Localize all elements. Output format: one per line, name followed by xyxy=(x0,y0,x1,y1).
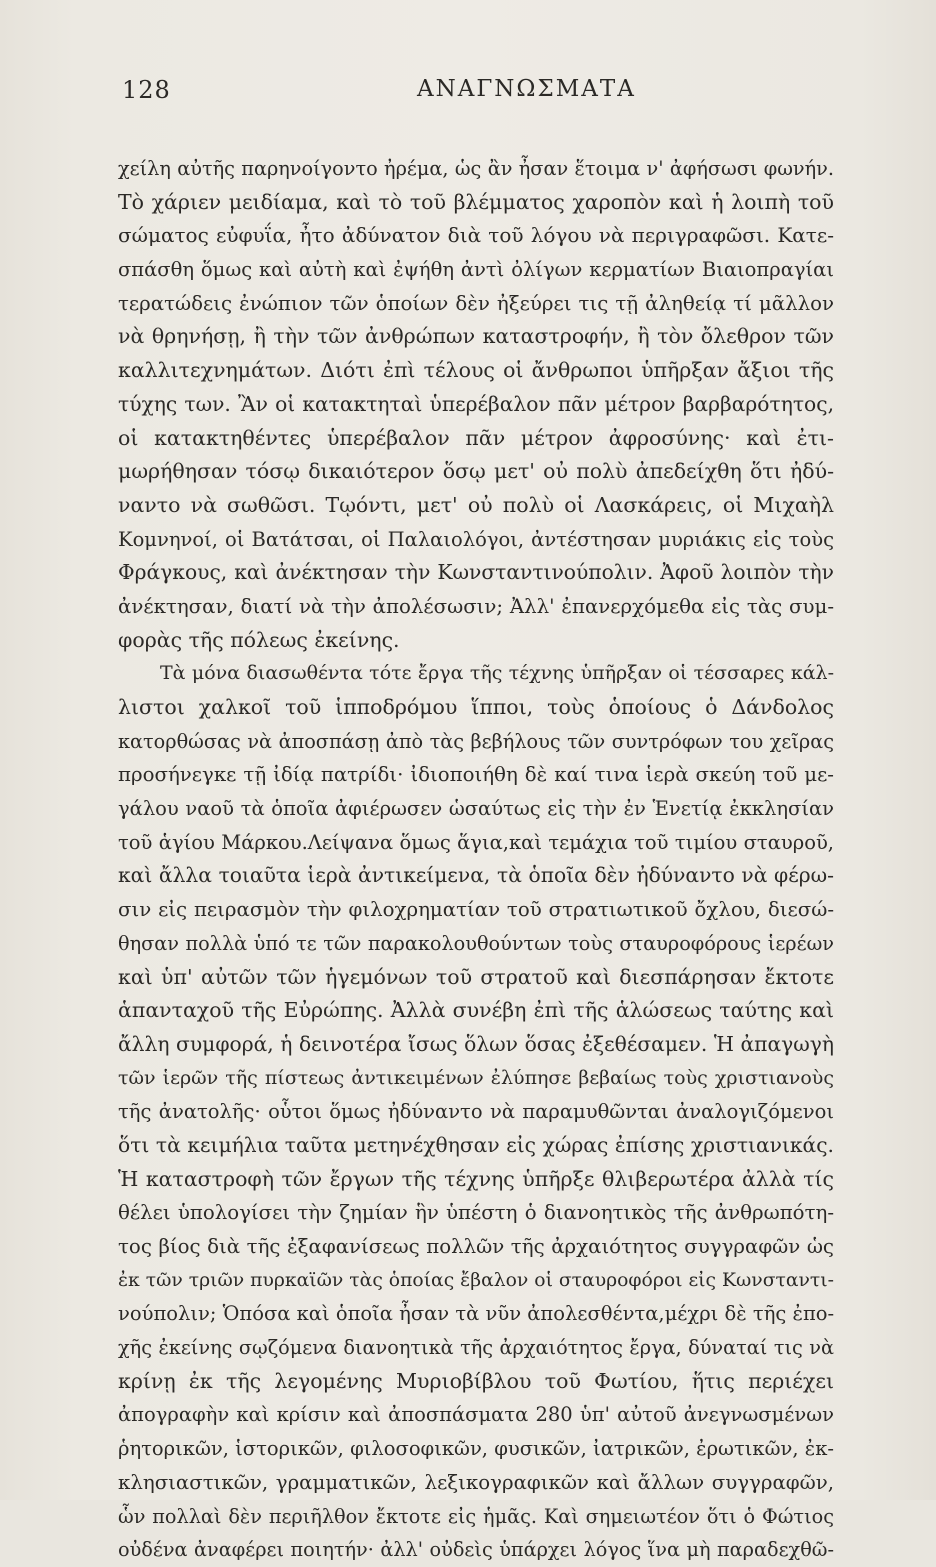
text-line: φορὰς τῆς πόλεως ἐκείνης. xyxy=(118,627,400,652)
text-line: καλλιτεχνημάτων. Διότι ἐπὶ τέλους οἱ ἄνθρωποι ὑπῆρξαν ἄξιοι τῆς xyxy=(118,358,834,383)
text-line: Φράγκους, καὶ ἀνέκτησαν τὴν Κωνσταντινούπολιν. Ἀφοῦ λοιπὸν τὴν xyxy=(118,560,834,585)
text-line: οὐδένα ἀναφέρει ποιητήν· ἀλλ' οὐδεὶς ὑπάρχει λόγος ἵνα μὴ παραδεχθῶ- xyxy=(118,1538,834,1562)
text-line: ἀπογραφὴν καὶ κρίσιν καὶ ἀποσπάσματα 280 ὑπ' αὐτοῦ ἀνεγνωσμένων xyxy=(118,1403,834,1427)
text-line: ῥητορικῶν, ἱστορικῶν, φιλοσοφικῶν, φυσικῶν, ἰατρικῶν, ἐρωτικῶν, ἐκ- xyxy=(118,1437,834,1461)
text-line: τερατώδεις ἐνώπιον τῶν ὁποίων δὲν ἠξεύρει τις τῇ ἀληθείᾳ τί μᾶλλον xyxy=(118,291,834,315)
text-line: τοῦ ἁγίου Μάρκου.Λείψανα ὅμως ἅγια,καὶ τεμάχια τοῦ τιμίου σταυροῦ, xyxy=(118,830,834,854)
text-line: κλησιαστικῶν, γραμματικῶν, λεξικογραφικῶν καὶ ἄλλων συγγραφῶν, xyxy=(118,1470,834,1494)
text-line: σπάσθη ὅμως καὶ αὐτὴ καὶ ἐψήθη ἀντὶ ὀλίγων κερματίων Βιαιοπραγίαι xyxy=(118,258,834,282)
page-header xyxy=(122,76,830,110)
text-line: προσήνεγκε τῇ ἰδίᾳ πατρίδι· ἰδιοποιήθη δὲ καί τινα ἱερὰ σκεύη τοῦ με- xyxy=(118,763,834,787)
text-line: ἄλλη συμφορά, ἡ δεινοτέρα ἴσως ὅλων ὅσας ἐξεθέσαμεν. Ἡ ἀπαγωγὴ xyxy=(118,1031,834,1056)
text-line: θησαν πολλὰ ὑπό τε τῶν παρακολουθούντων τοὺς σταυροφόρους ἱερέων xyxy=(118,931,834,955)
text-line: τύχης των. Ἂν οἱ κατακτηταὶ ὑπερέβαλον πᾶν μέτρον βαρβαρότητος, xyxy=(118,391,834,416)
text-line: τῆς ἀνατολῆς· οὗτοι ὅμως ἠδύναντο νὰ παραμυθῶνται ἀναλογιζόμενοι xyxy=(118,1100,834,1124)
text-line: καὶ ὑπ' αὐτῶν τῶν ἡγεμόνων τοῦ στρατοῦ καὶ διεσπάρησαν ἔκτοτε xyxy=(118,964,834,989)
text-line: τῶν ἱερῶν τῆς πίστεως ἀντικειμένων ἐλύπησε βεβαίως τοὺς χριστιανοὺς xyxy=(118,1066,834,1089)
text-line: ἀνέκτησαν, διατί νὰ τὴν ἀπολέσωσιν; Ἀλλ' ἐπανερχόμεθα εἰς τὰς συμ- xyxy=(118,594,834,618)
text-line: ὅτι τὰ κειμήλια ταῦτα μετηνέχθησαν εἰς χώρας ἐπίσης χριστιανικάς. xyxy=(118,1132,834,1157)
text-line: θέλει ὑπολογίσει τὴν ζημίαν ἣν ὑπέστη ὁ διανοητικὸς τῆς ἀνθρωπότη- xyxy=(118,1201,834,1225)
text-line: Ἡ καταστροφὴ τῶν ἔργων τῆς τέχνης ὑπῆρξε θλιβερωτέρα ἀλλὰ τίς xyxy=(118,1166,834,1191)
text-line: Τὸ χάριεν μειδίαμα, καὶ τὸ τοῦ βλέμματος χαροπὸν καὶ ἡ λοιπὴ τοῦ xyxy=(118,189,834,214)
text-line: γάλου ναοῦ τὰ ὁποῖα ἀφιέρωσεν ὡσαύτως εἰς τὴν ἐν Ἑνετίᾳ ἐκκλησίαν xyxy=(118,797,834,821)
page-number: 128 xyxy=(122,76,171,104)
body-text xyxy=(118,152,834,1567)
text-line: χῆς ἐκείνης σῳζόμενα διανοητικὰ τῆς ἀρχαιότητος ἔργα, δύναταί τις νὰ xyxy=(118,1336,834,1360)
text-line: ἐκ τῶν τριῶν πυρκαϊῶν τὰς ὁποίας ἔβαλον οἱ σταυροφόροι εἰς Κωνσταντι- xyxy=(118,1269,834,1291)
text-line: ναντο νὰ σωθῶσι. Τῳόντι, μετ' οὐ πολὺ οἱ Λασκάρεις, οἱ Μιχαὴλ xyxy=(118,492,834,517)
text-line: χείλη αὐτῆς παρηνοίγοντο ἠρέμα, ὡς ἂν ἦσαν ἕτοιμα ν' ἀφήσωσι φωνήν. xyxy=(118,157,834,180)
text-line: κρίνῃ ἐκ τῆς λεγομένης Μυριοβίβλου τοῦ Φωτίου, ἥτις περιέχει xyxy=(118,1368,834,1393)
running-title: ΑΝΑΓΝΩΣΜΑΤΑ xyxy=(417,76,636,102)
text-line: σώματος εὐφυΐα, ἦτο ἀδύνατον διὰ τοῦ λόγου νὰ περιγραφῶσι. Κατε- xyxy=(118,223,834,248)
text-line: ἁπανταχοῦ τῆς Εὐρώπης. Ἀλλὰ συνέβη ἐπὶ τῆς ἁλώσεως ταύτης καὶ xyxy=(118,998,834,1023)
text-line: σιν εἰς πειρασμὸν τὴν φιλοχρηματίαν τοῦ στρατιωτικοῦ ὄχλου, διεσώ- xyxy=(118,898,834,922)
text-line: ὧν πολλαὶ δὲν περιῆλθον ἔκτοτε εἰς ἡμᾶς. Καὶ σημειωτέον ὅτι ὁ Φώτιος xyxy=(118,1504,834,1528)
text-line: καὶ ἄλλα τοιαῦτα ἱερὰ ἀντικείμενα, τὰ ὁποῖα δὲν ἠδύναντο νὰ φέρω- xyxy=(118,863,834,888)
text-line: Κομνηνοί, οἱ Βατάτσαι, οἱ Παλαιολόγοι, ἀντέστησαν μυριάκις εἰς τοὺς xyxy=(118,527,834,551)
text-line: οἱ κατακτηθέντες ὑπερέβαλον πᾶν μέτρον ἀφροσύνης· καὶ ἐτι- xyxy=(118,425,834,450)
text-line: κατορθώσας νὰ ἀποσπάσῃ ἀπὸ τὰς βεβήλους τῶν συντρόφων του χεῖρας xyxy=(118,729,834,753)
text-line: Τὰ μόνα διασωθέντα τότε ἔργα τῆς τέχνης ὑπῆρξαν οἱ τέσσαρες κάλ- xyxy=(160,662,834,685)
text-line: μωρήθησαν τόσῳ δικαιότερον ὅσῳ μετ' οὐ πολὺ ἀπεδείχθη ὅτι ἠδύ- xyxy=(118,459,834,484)
text-line: νούπολιν; Ὁπόσα καὶ ὁποῖα ἦσαν τὰ νῦν ἀπολεσθέντα,μέχρι δὲ τῆς ἐπο- xyxy=(118,1302,834,1326)
text-line: τος βίος διὰ τῆς ἐξαφανίσεως πολλῶν τῆς ἀρχαιότητος συγγραφῶν ὡς xyxy=(118,1235,834,1258)
text-line: λιστοι χαλκοῖ τοῦ ἱπποδρόμου ἵπποι, τοὺς ὁποίους ὁ Δάνδολος xyxy=(118,695,834,719)
text-line: νὰ θρηνήσῃ, ἢ τὴν τῶν ἀνθρώπων καταστροφήν, ἢ τὸν ὄλεθρον τῶν xyxy=(118,324,834,349)
